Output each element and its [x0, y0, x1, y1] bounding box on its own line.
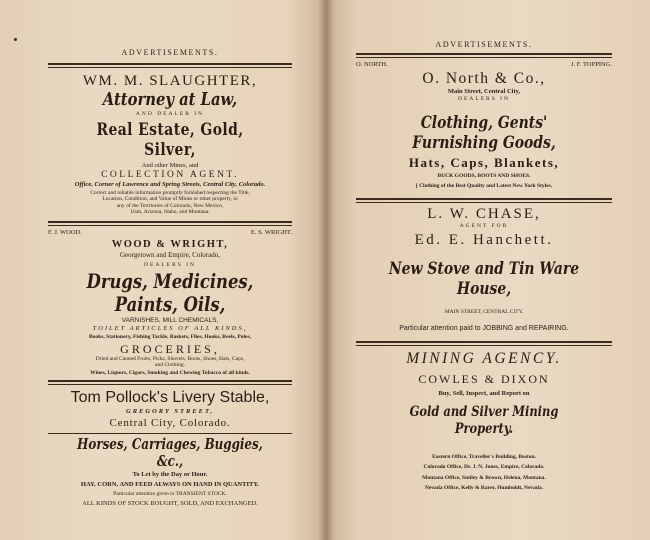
pollock-transient: Particular attention given to TRANSIENT STOCK. — [113, 491, 227, 497]
pollock-name: Tom Pollock's Livery Stable, — [70, 389, 270, 406]
wood-wright-dealers: DEALERS IN — [144, 261, 196, 268]
slaughter-desc-4: Utah, Arizona, Idaho, and Montana. — [130, 209, 210, 215]
slaughter-office: Office, Corner of Lawrence and Spring Streets, Central City, Colorado. — [74, 180, 266, 188]
pollock-let: To Let by the Day or Hour. — [132, 471, 208, 478]
north-clothing: Clothing, Gents' Furnishing Goods, — [412, 112, 556, 153]
pollock-ad — [48, 388, 292, 508]
page-mark — [14, 38, 17, 41]
book-gutter — [318, 0, 334, 540]
mining-property: Gold and Silver Mining Property. — [409, 403, 559, 437]
wood-wright-canned-1: Dried and Canned Fruits, Picks, Shovels, Boots, Shoes, Hats, Caps, — [95, 355, 245, 362]
slaughter-other: And other Mines, and — [141, 161, 199, 169]
right-page-header: ADVERTISEMENTS. — [435, 40, 533, 49]
slaughter-title: Attorney at Law, — [102, 89, 238, 110]
mining-services: Buy, Sell, Inspect, and Report on — [438, 389, 530, 397]
mining-title: MINING AGENCY. — [406, 349, 562, 367]
slaughter-desc-3: any of the Territories of Colorado, New Mexico, — [116, 202, 224, 209]
pollock-street: GREGORY STREET, — [126, 408, 214, 415]
section-rule — [48, 380, 292, 385]
right-page — [326, 0, 650, 540]
chase-hanchett: Ed. E. Hanchett. — [414, 232, 554, 248]
wood-wright-wines: Wines, Liquors, Cigars, Smoking and Chewing Tobacco of all kinds. — [90, 369, 250, 376]
north-dealers: DEALERS IN — [458, 96, 510, 102]
wood-wright-ad — [48, 229, 292, 377]
mining-firm: COWLES & DIXON — [418, 371, 550, 386]
wood-wright-books: Books, Stationery, Fishing Tackle, Baskets, Flies, Hooks, Reels, Poles, — [89, 334, 251, 340]
north-ad — [356, 61, 612, 190]
wood-wright-canned-2: and Clothing. — [155, 362, 185, 368]
chase-ad — [356, 206, 612, 333]
mining-office-4: Nevada Office, Kelly & Rarer, Humboldt, Nevada. — [424, 485, 544, 491]
north-hats: Hats, Caps, Blankets, — [408, 154, 560, 170]
wood-wright-location: Georgetown and Empire, Colorado, — [120, 250, 220, 259]
partner-wood: F. J. WOOD. — [48, 228, 82, 236]
north-firm: O. North & Co., — [422, 70, 546, 87]
slaughter-dealer: AND DEALER IN — [135, 111, 205, 117]
wood-wright-varnishes: VARNISHES, MILL CHEMICALS, — [121, 317, 219, 324]
partner-topping: J. F. TOPPING. — [571, 61, 612, 68]
chase-attention: Particular attention paid to JOBBING and REPAIRING. — [399, 324, 569, 332]
pollock-stock: ALL KINDS OF STOCK BOUGHT, SOLD, AND EXCHANGED. — [82, 499, 258, 507]
chase-agent: AGENT FOR — [459, 222, 509, 229]
left-page-header: ADVERTISEMENTS. — [121, 48, 219, 57]
slaughter-name: WM. M. SLAUGHTER, — [82, 73, 258, 89]
partner-north: O. NORTH. — [356, 61, 388, 68]
mining-office-1: Eastern Office, Traveller's Building, Boston. — [432, 453, 536, 460]
mining-office-3: Montana Office, Smiley & Brown, Helena, Montana. — [422, 474, 546, 481]
partner-wright: E. S. WRIGHT. — [250, 228, 292, 236]
pollock-city: Central City, Colorado. — [109, 417, 231, 429]
north-street: Main Street, Central City, — [447, 88, 521, 95]
slaughter-business: Real Estate, Gold, Silver, — [96, 119, 244, 160]
wood-wright-goods: Drugs, Medicines, Paints, Oils, — [86, 269, 254, 316]
mining-ad — [356, 350, 612, 492]
section-rule — [356, 341, 612, 346]
pollock-rule — [48, 433, 292, 434]
north-buck: BUCK GOODS, BOOTS AND SHOES. — [437, 172, 531, 179]
wood-wright-toilet: TOILET ARTICLES OF ALL KINDS, — [92, 325, 248, 332]
section-rule — [356, 198, 612, 203]
header-rule — [356, 53, 612, 58]
slaughter-collection: COLLECTION AGENT. — [101, 169, 239, 180]
section-rule — [48, 221, 292, 226]
chase-store: New Stove and Tin Ware House, — [388, 259, 580, 299]
chase-name: L. W. CHASE, — [427, 205, 541, 222]
slaughter-desc-1: Correct and reliable information promptly furnished respecting the Title, — [90, 189, 250, 196]
mining-office-2: Colorado Office, Dr. J. N. Jones, Empire, Colorado. — [423, 464, 545, 470]
pollock-hay: HAY, CORN, AND FEED ALWAYS ON HAND IN QUANTITY. — [80, 481, 260, 488]
wood-wright-partners — [48, 229, 292, 237]
north-styles: [ Clothing of the Best Quality and Latest New York Styles. — [415, 183, 553, 189]
slaughter-desc-2: Location, Condition, and Value of Mines or other property, in — [102, 196, 238, 202]
wood-wright-firm: WOOD & WRIGHT, — [111, 238, 229, 250]
chase-street: MAIN STREET, CENTRAL CITY. — [444, 309, 524, 315]
north-partners — [356, 61, 612, 69]
slaughter-ad — [48, 73, 292, 216]
pollock-animals: Horses, Carriages, Buggies, &c., — [77, 436, 263, 470]
header-rule — [48, 63, 292, 68]
wood-wright-groceries: GROCERIES, — [120, 341, 220, 356]
